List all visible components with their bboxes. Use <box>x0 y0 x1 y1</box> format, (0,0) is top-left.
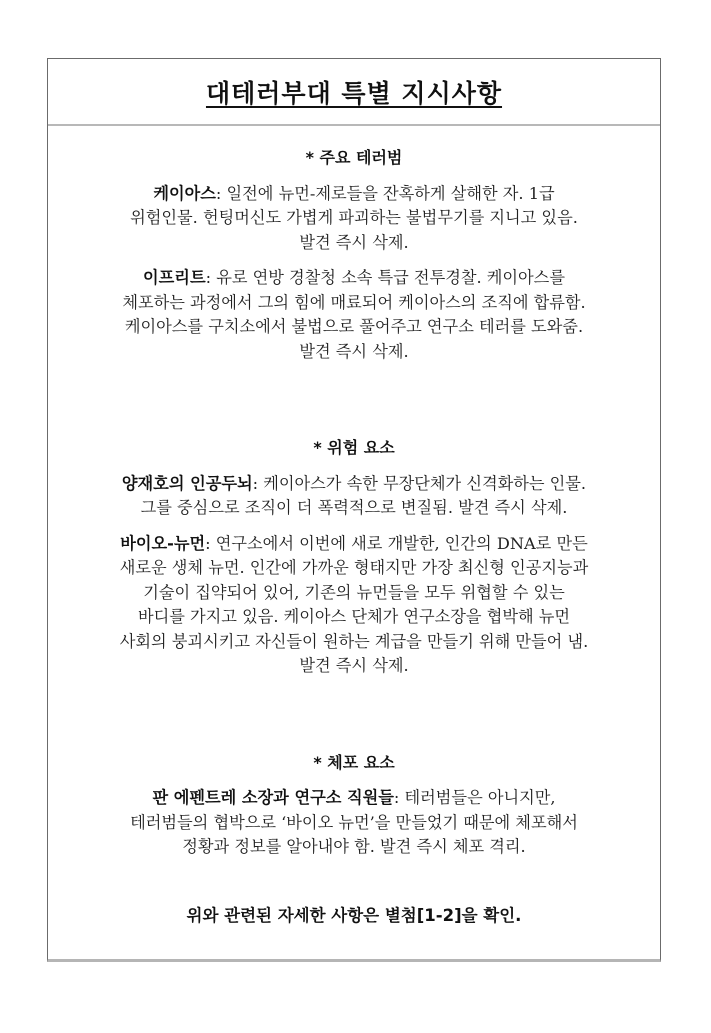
section-major-terrorists <box>54 146 654 364</box>
entry-name: 이프리트 <box>143 268 206 287</box>
entry-bio-newman: 바이오-뉴먼: 연구소에서 이번에 새로 개발한, 인간의 DNA로 만든 새로운 생체 뉴먼. 인간에 가까운 형태지만 가장 최신형 인공지능과 기술이 집약되어 있어, 기존의 뉴먼들을 모두 위협할 수 있는 바디를 가지고 있음. 케이아스 단체가 연구소장을 협박해 뉴먼 사회의 붕괴시키고 자신들이 원하는 계급을 만들기 위해 만들어 냄. 발견 즉시 삭제. <box>119 533 589 675</box>
entry-yang-jaeho-brain: 양재호의 인공두뇌: 케이아스가 속한 무장단체가 신격화하는 인물. 그를 중심으로 조직이 더 폭력적으로 변질됨. 발견 즉시 삭제. <box>121 473 587 517</box>
title-row <box>48 59 660 126</box>
entry-director-and-staff: 판 에펜트레 소장과 연구소 직원들: 테러범들은 아니지만, 테러범들의 협박으로 ‘바이오 뉴먼’을 만들었기 때문에 체포해서 정황과 정보를 알아내야 함. 발견 즉시 체포 격리. <box>130 788 578 856</box>
document-body <box>48 146 660 928</box>
entry-ifrit: 이프리트: 유로 연방 경찰청 소속 특급 전투경찰. 케이아스를 체포하는 과정에서 그의 힘에 매료되어 케이아스의 조직에 합류함. 케이아스를 구치소에서 불법으로 풀어주고 연구소 테러를 도와줌. 발견 즉시 삭제. <box>122 268 586 361</box>
directive-document <box>47 58 661 962</box>
entry-kaias: 케이아스: 일전에 뉴먼-제로들을 잔혹하게 살해한 자. 1급 위험인물. 헌팅머신도 가볍게 파괴하는 불법무기를 지니고 있음. 발견 즉시 삭제. <box>130 183 578 252</box>
entry-name: 바이오-뉴먼 <box>120 533 206 553</box>
section-heading: * 위험 요소 <box>313 438 395 457</box>
entry-name: 케이아스 <box>153 183 216 203</box>
section-heading: * 주요 테러범 <box>305 148 403 167</box>
entry-name: 판 에펜트레 소장과 연구소 직원들 <box>152 788 394 807</box>
section-risk-factors <box>54 436 654 679</box>
document-title: 대테러부대 특별 지시사항 <box>205 78 503 108</box>
footer-note: 위와 관련된 자세한 사항은 별첨[1-2]을 확인. <box>186 905 522 925</box>
entry-name: 양재호의 인공두뇌 <box>121 473 253 493</box>
section-heading: * 체포 요소 <box>313 752 395 772</box>
section-arrest-targets <box>54 751 654 860</box>
